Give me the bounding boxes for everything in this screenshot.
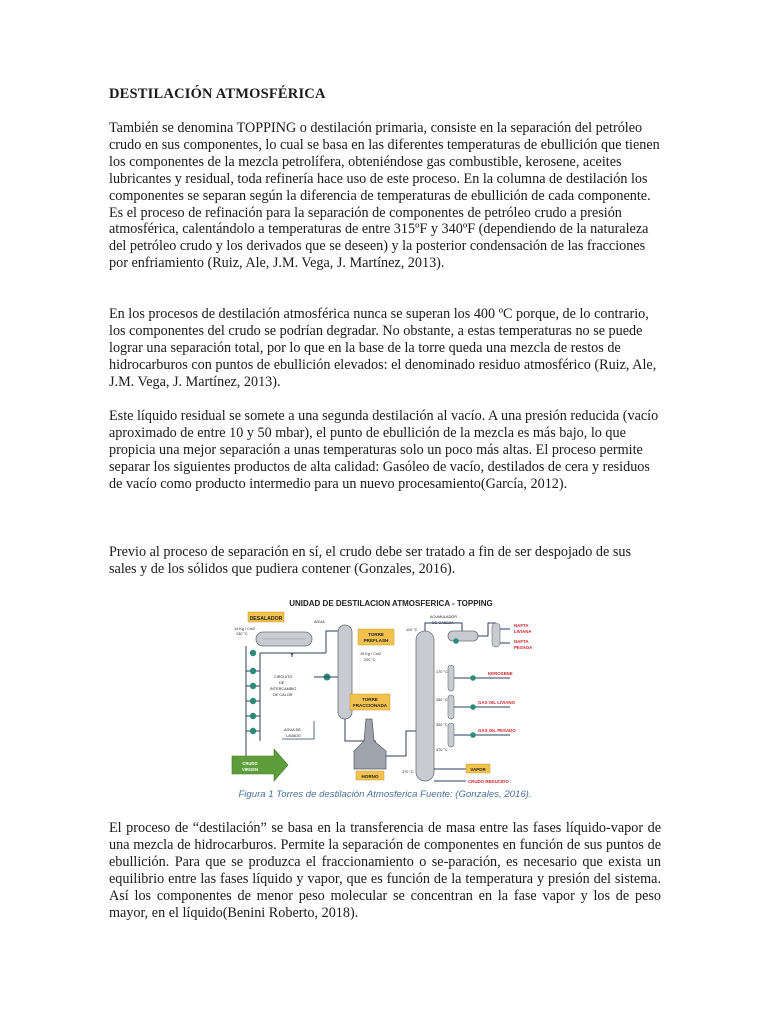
kerosene-label: KEROSENE [488, 671, 513, 676]
nafta-liviana-label-1: NAFTA [514, 623, 529, 628]
vapor-label: VAPOR [470, 767, 486, 772]
temp-mid-label: 200 °C [364, 658, 376, 662]
fractionating-column [416, 631, 434, 781]
desalador-label: DESALADOR [249, 616, 283, 622]
horno-label: HORNO [361, 774, 379, 779]
torre-frac-label-1: TORRE [362, 697, 378, 702]
pressure-mid-label: 15 Kg / Cm2 [360, 652, 382, 656]
diagram-title: UNIDAD DE DESTILACION ATMOSFERICA - TOPPING [289, 599, 493, 608]
temp-3-label: 300 °C [436, 723, 448, 727]
torre-preflash-label-1: TORRE [368, 632, 384, 637]
temp-4-label: 370 °C [436, 748, 448, 752]
temp-left-label: 130 °C [236, 632, 248, 636]
temp-top-label: 110 °C [406, 628, 418, 632]
circuito-label-1: CIRCUITO [274, 675, 293, 679]
paragraph-distillation-principle: El proceso de “destilación” se basa en la transferencia de masa entre las fases líquido-vapor de una mezcla de hidrocarburos. Permite la separación de componentes en función de sus puntos de ebullición. Para que se produzca el fraccionamiento o se-paración, es necesario que exista un equilibrio entre las fases líquido y vapor, que es función de la temperatura y presión del sistema. Así los componentes de menor peso molecular se concentran en la fase vapor y los de peso mayor, en el líquido(Benini Roberto, 2018). [109, 820, 661, 921]
svg-text:Y: Y [290, 653, 295, 659]
nafta-liviana-label-2: LIVIANA [514, 629, 532, 634]
overhead-accumulator [448, 631, 478, 641]
nafta-pesada-label-2: PESADA [514, 645, 533, 650]
torre-frac-label-2: FRACCIONADA [352, 703, 388, 708]
agua-lavado-label-2: LAVADO [286, 734, 301, 738]
furnace [354, 719, 386, 769]
crudo-label-1: CRUDO [242, 761, 258, 766]
nafta-pesada-label-1: NAFTA [514, 639, 529, 644]
circuito-label-3: INTERCAMBIO [270, 687, 297, 691]
temp-1-label: 170 °C [436, 670, 448, 674]
gas-oil-liviano-label: GAS OIL LIVIANO [478, 700, 515, 705]
paragraph-topping: También se denomina TOPPING o destilación primaria, consiste en la separación del petróleo crudo en sus componentes, lo cual se basa en las diferentes temperaturas de ebullición que tienen los componentes de la mezcla petrolífera, obteniéndose gas combustible, kerosene, aceites lubricantes y residual, toda refinería hace uso de este proceso. En la columna de destilación los componentes se separan según la diferencia de temperaturas de ebullición de cada componente. Es el proceso de refinación para la separación de componentes de petróleo crudo a presión atmosférica, calentándolo a temperaturas de entre 315ºF y 340ºF (dependiendo de la naturaleza del petróleo crudo y los derivados que se deseen) y la posterior condensación de las fracciones por enfriamiento (Ruiz, Ale, J.M. Vega, J. Martínez, 2013). [109, 120, 660, 272]
paragraph-pretreatment: Previo al proceso de separación en sí, el crudo debe ser tratado a fin de ser despojado de sus sales y de los sólidos que pudiera contener (Gonzales, 2016). [109, 544, 631, 577]
crudo-label-2: VIRGEN [241, 767, 259, 772]
topping-unit-diagram [226, 591, 556, 786]
acumulador-label-2: DE CABEZA [432, 621, 454, 625]
section-heading: DESTILACIÓN ATMOSFÉRICA [109, 86, 326, 102]
figure-caption: Figura 1 Torres de destilación Atmosferica Fuente: (Gonzales, 2016). [238, 789, 532, 800]
circuito-label-2: DE [279, 681, 285, 685]
crudo-reducido-label: CRUDO REDUCIDO [468, 779, 509, 784]
temp-2-label: 250 °C [436, 698, 448, 702]
torre-preflash-label-2: PREFLASH [363, 638, 389, 643]
acumulador-label-1: ACUMULADOR [430, 615, 458, 619]
paragraph-temperature-limit: En los procesos de destilación atmosférica nunca se superan los 400 ºC porque, de lo contrario, los componentes del crudo se podrían degradar. No obstante, a estas temperaturas no se puede lograr una separación total, por lo que en la base de la torre queda una mezcla de restos de hidrocarburos con puntos de ebullición elevados: el denominado residuo atmosférico (Ruiz, Ale, J.M. Vega, J. Martínez, 2013). [109, 306, 657, 390]
temp-5-label: 370 °C [402, 770, 414, 774]
gas-oil-pesado-label: GAS OIL PESADO [478, 728, 516, 733]
circuito-label-4: DE CALOR [273, 693, 293, 697]
agua-label: AGUA [314, 620, 325, 624]
crudo-virgen-arrow [232, 749, 288, 781]
paragraph-vacuum-distillation: Este líquido residual se somete a una segunda destilación al vacío. A una presión reducida (vacío aproximado de entre 10 y 50 mbar), el punto de ebullición de la mezcla es más bajo, lo que propicia una mejor separación a unas temperaturas solo un poco más altas. El proceso permite separar los siguientes productos de alta calidad: Gasóleo de vacío, destilados de cera y residuos de vacío como producto intermedio para un nuevo procesamiento(García, 2012). [109, 408, 659, 492]
pressure-left-label: 14 Kg / Cm2 [234, 627, 256, 631]
agua-lavado-label-1: AGUA DE [284, 728, 301, 732]
